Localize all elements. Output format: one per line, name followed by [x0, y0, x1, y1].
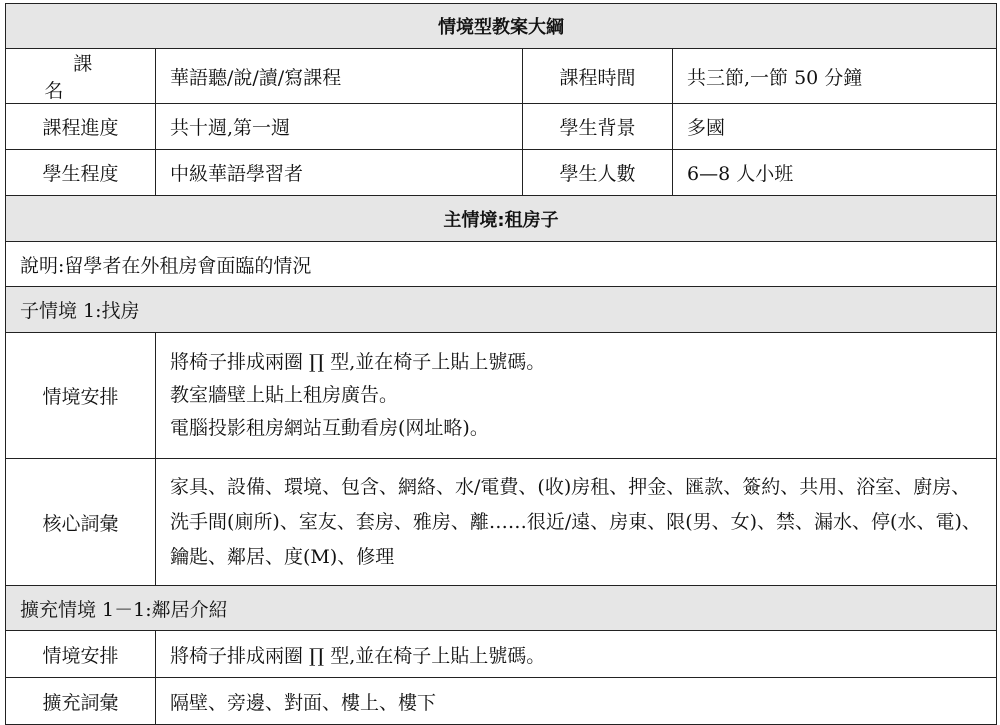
course-time-label: 課程時間 [523, 49, 673, 104]
core-vocab-content: 家具、設備、環境、包含、網絡、水/電費、(收)房租、押金、匯款、簽約、共用、浴室、廚房、洗手間(廁所)、室友、套房、雅房、離……很近/遠、房東、限(男、女)、禁、漏水、停(水、電)、鑰匙、鄰居、度(M)、修理 [156, 459, 997, 586]
course-progress-label: 課程進度 [6, 104, 156, 150]
extended-vocab-content: 隔壁、旁邊、對面、樓上、樓下 [156, 678, 997, 725]
main-situation-row [6, 196, 997, 242]
arrangement-line: 教室牆壁上貼上租房廣告。 [170, 384, 399, 406]
description-row [6, 242, 997, 287]
table-title: 情境型教案大綱 [6, 4, 997, 49]
info-row [6, 104, 997, 150]
course-time-value: 共三節,一節 50 分鐘 [673, 49, 997, 104]
class-size-value: 6—8 人小班 [673, 150, 997, 196]
student-background-label: 學生背景 [523, 104, 673, 150]
vocab-row [6, 459, 997, 586]
arrangement-label: 情境安排 [6, 333, 156, 459]
student-level-label: 學生程度 [6, 150, 156, 196]
extended-situation-title: 擴充情境 1－1:鄰居介紹 [6, 586, 997, 631]
extended-vocab-row [6, 678, 997, 725]
course-name-value: 華語聽/說/讀/寫課程 [156, 49, 523, 104]
extended-arrangement-row [6, 631, 997, 678]
sub-situation-row [6, 287, 997, 333]
arrangement-content [156, 333, 997, 459]
student-background-value: 多國 [673, 104, 997, 150]
student-level-value: 中級華語學習者 [156, 150, 523, 196]
lesson-outline-table [5, 3, 997, 725]
course-name-label: 課 名 [6, 49, 156, 104]
extended-arrangement-label: 情境安排 [6, 631, 156, 678]
sub-situation-1-title: 子情境 1:找房 [6, 287, 997, 333]
arrangement-line: 電腦投影租房網站互動看房(网址略)。 [170, 417, 489, 439]
extended-vocab-label: 擴充詞彙 [6, 678, 156, 725]
class-size-label: 學生人數 [523, 150, 673, 196]
arrangement-row [6, 333, 997, 459]
extended-arrangement-content: 將椅子排成兩圈 ∏ 型,並在椅子上貼上號碼。 [156, 631, 997, 678]
core-vocab-label: 核心詞彙 [6, 459, 156, 586]
arrangement-line: 將椅子排成兩圈 ∏ 型,並在椅子上貼上號碼。 [170, 351, 546, 373]
extended-situation-row [6, 586, 997, 631]
table-title-row [6, 4, 997, 49]
info-row [6, 150, 997, 196]
course-progress-value: 共十週,第一週 [156, 104, 523, 150]
main-situation-title: 主情境:租房子 [6, 196, 997, 242]
main-situation-description: 說明:留學者在外租房會面臨的情況 [6, 242, 997, 287]
info-row [6, 49, 997, 104]
